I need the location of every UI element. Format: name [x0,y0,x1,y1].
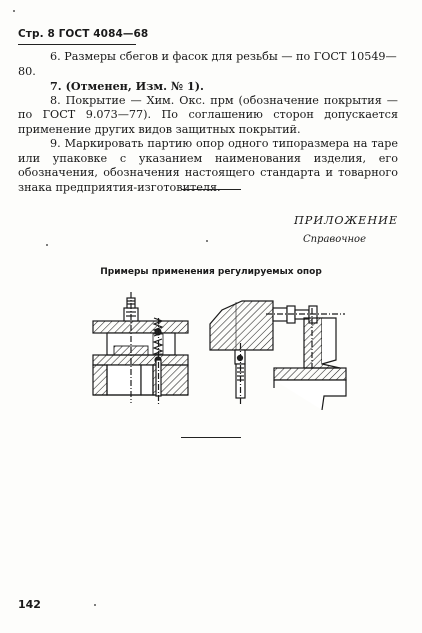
appendix-title: ПРИЛОЖЕНИЕ [294,214,398,227]
paragraph-8: 8. Покрытие — Хим. Окс. прм (обозначение покрытия — по ГОСТ 9.073—77). По соглашению сторон допускается применение других видов защитных покрытий. [18,93,398,136]
body-text [18,50,398,195]
scan-speck [46,244,48,246]
paragraph-7: 7. (Отменен, Изм. № 1). [50,79,204,93]
scan-speck [94,604,96,606]
paragraph-6: 6. Размеры сбегов и фасок для резьбы — по ГОСТ 10549—80. [18,50,397,78]
figure-title: Примеры применения регулируемых опор [100,267,322,277]
appendix-reference: Справочное [302,234,366,245]
page-header: Стр. 8 ГОСТ 4084—68 [18,28,149,40]
page-number: 142 [18,598,41,611]
scan-speck [206,240,208,242]
figure-divider [181,437,241,438]
paragraph-9: 9. Маркировать партию опор одного типоразмера на таре или упаковке с указанием наименования изделия, его обозначения, обозначения настоящего стандарта и товарного знака предприятия-изготовителя. [18,137,398,194]
right-assembly [210,301,346,410]
support-drawing [60,288,360,410]
left-assembly [93,292,188,406]
scan-speck [13,10,15,12]
section-divider [181,189,241,190]
header-rule [18,44,136,45]
